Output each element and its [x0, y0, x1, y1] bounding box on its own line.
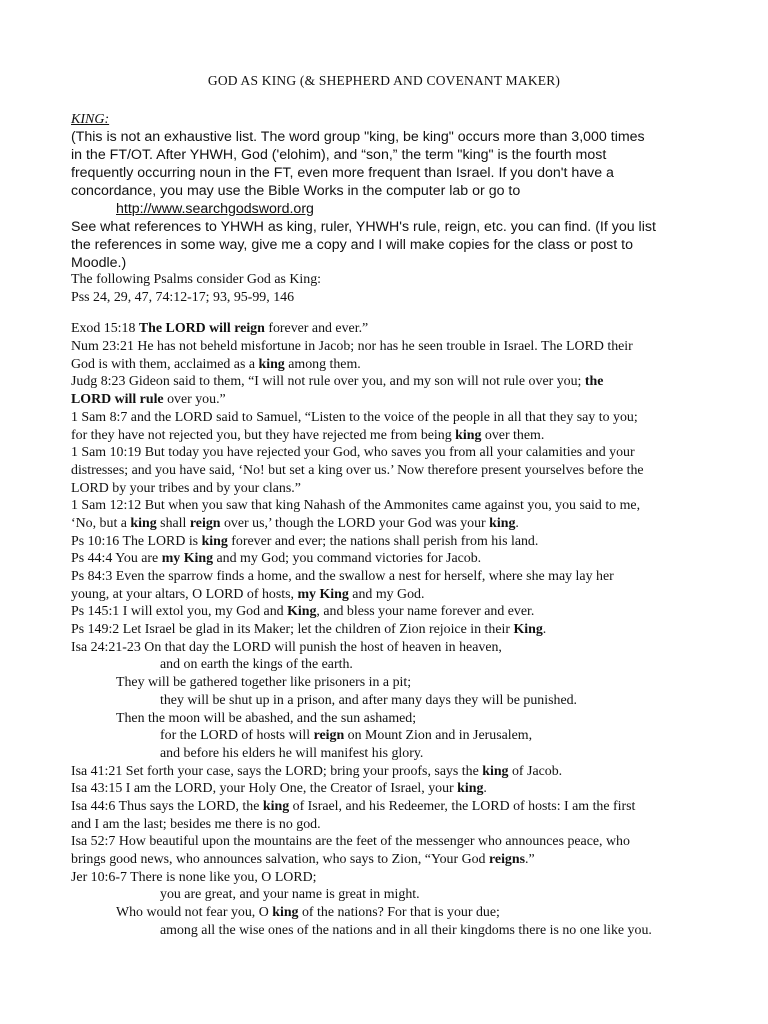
reference-line: 1 Sam 8:7 and the LORD said to Samuel, “Listen to the voice of the people in all that they say to you; — [71, 409, 638, 425]
reference-line: Isa 52:7 How beautiful upon the mountains are the feet of the messenger who announces peace, who — [71, 834, 630, 850]
reference-line: Ps 145:1 I will extol you, my God and King, and bless your name forever and ever. — [71, 604, 535, 620]
reference-line: God is with them, acclaimed as a king among them. — [71, 356, 361, 372]
intro-block — [71, 110, 711, 272]
reference-line: and I am the last; besides me there is no god. — [71, 816, 321, 832]
reference-line: LORD will rule over you.” — [71, 392, 226, 408]
reference-line: Ps 10:16 The LORD is king forever and ever; the nations shall perish from his land. — [71, 533, 539, 549]
reference-line: Ps 149:2 Let Israel be glad in its Maker; let the children of Zion rejoice in their King. — [71, 622, 547, 638]
intro-line: frequently occurring noun in the FT, even more frequent than Israel. If you don't have a — [71, 165, 614, 181]
reference-line: Ps 84:3 Even the sparrow finds a home, and the swallow a nest for herself, where she may lay her — [71, 569, 614, 584]
reference-line: young, at your altars, O LORD of hosts, my King and my God. — [71, 586, 425, 602]
reference-line: Ps 44:4 You are my King and my God; you command victories for Jacob. — [71, 551, 482, 567]
intro-line: (This is not an exhaustive list. The word group "king, be king" occurs more than 3,000 times — [71, 129, 645, 145]
reference-line: Exod 15:18 The LORD will reign forever and ever.” — [71, 321, 369, 337]
reference-line: LORD by your tribes and by your clans.” — [71, 480, 301, 496]
psalms-list: Pss 24, 29, 47, 74:12-17; 93, 95-99, 146 — [71, 289, 295, 305]
reference-line: distresses; and you have said, ‘No! but set a king over us.’ Now therefore present yourselves before the — [71, 462, 644, 478]
instruction-line: Moodle.) — [71, 255, 127, 271]
reference-line: Num 23:21 He has not beheld misfortune in Jacob; nor has he seen trouble in Israel. The LORD their — [71, 339, 633, 355]
reference-line: 1 Sam 12:12 But when you saw that king Nahash of the Ammonites came against you, you said to me, — [71, 498, 641, 514]
poetry-line: Then the moon will be abashed, and the sun ashamed; — [116, 710, 417, 726]
reference-line: Isa 44:6 Thus says the LORD, the king of Israel, and his Redeemer, the LORD of hosts: I am the first — [71, 798, 636, 814]
poetry-line: They will be gathered together like prisoners in a pit; — [116, 675, 412, 691]
reference-line: 1 Sam 10:19 But today you have rejected your God, who saves you from all your calamities and your — [71, 445, 635, 461]
reference-line: Isa 43:15 I am the LORD, your Holy One, the Creator of Israel, your king. — [71, 781, 487, 797]
reference-line: Isa 41:21 Set forth your case, says the LORD; bring your proofs, says the king of Jacob. — [71, 763, 563, 779]
reference-line: ‘No, but a king shall reign over us,’ though the LORD your God was your king. — [71, 515, 519, 531]
poetry-line: and before his elders he will manifest his glory. — [160, 745, 424, 761]
poetry-line: they will be shut up in a prison, and after many days they will be punished. — [160, 692, 578, 708]
section-label: KING: — [71, 112, 110, 127]
reference-line: Jer 10:6-7 There is none like you, O LORD; — [71, 869, 317, 885]
poetry-line: and on earth the kings of the earth. — [160, 657, 353, 673]
reference-line: Judg 8:23 Gideon said to them, “I will not rule over you, and my son will not rule over you; the — [71, 374, 604, 390]
references-block — [71, 271, 711, 939]
page-title: GOD AS KING (& SHEPHERD AND COVENANT MAKER) — [207, 73, 561, 88]
psalms-intro: The following Psalms consider God as King: — [71, 272, 322, 287]
instruction-line: See what references to YHWH as king, ruler, YHWH's rule, reign, etc. you can find. (If you list — [71, 219, 656, 235]
poetry-line: Who would not fear you, O king of the nations? For that is your due; — [116, 905, 500, 921]
poetry-line: you are great, and your name is great in might. — [160, 887, 420, 903]
reference-line: brings good news, who announces salvation, who says to Zion, “Your God reigns.” — [71, 852, 535, 867]
intro-line: concordance, you may use the Bible Works in the computer lab or go to — [71, 183, 521, 199]
instruction-line: the references in some way, give me a copy and I will make copies for the class or post to — [71, 237, 633, 253]
poetry-line: for the LORD of hosts will reign on Mount Zion and in Jerusalem, — [160, 728, 533, 744]
searchgodsword-link[interactable]: http://www.searchgodsword.org — [116, 201, 314, 217]
intro-line: in the FT/OT. After YHWH, God ('elohim), and “son,” the term "king" is the fourth most — [71, 147, 607, 163]
poetry-line: among all the wise ones of the nations and in all their kingdoms there is no one like you. — [160, 922, 652, 938]
reference-line: Isa 24:21-23 On that day the LORD will punish the host of heaven in heaven, — [71, 639, 502, 655]
reference-line: for they have not rejected you, but they have rejected me from being king over them. — [71, 427, 545, 443]
